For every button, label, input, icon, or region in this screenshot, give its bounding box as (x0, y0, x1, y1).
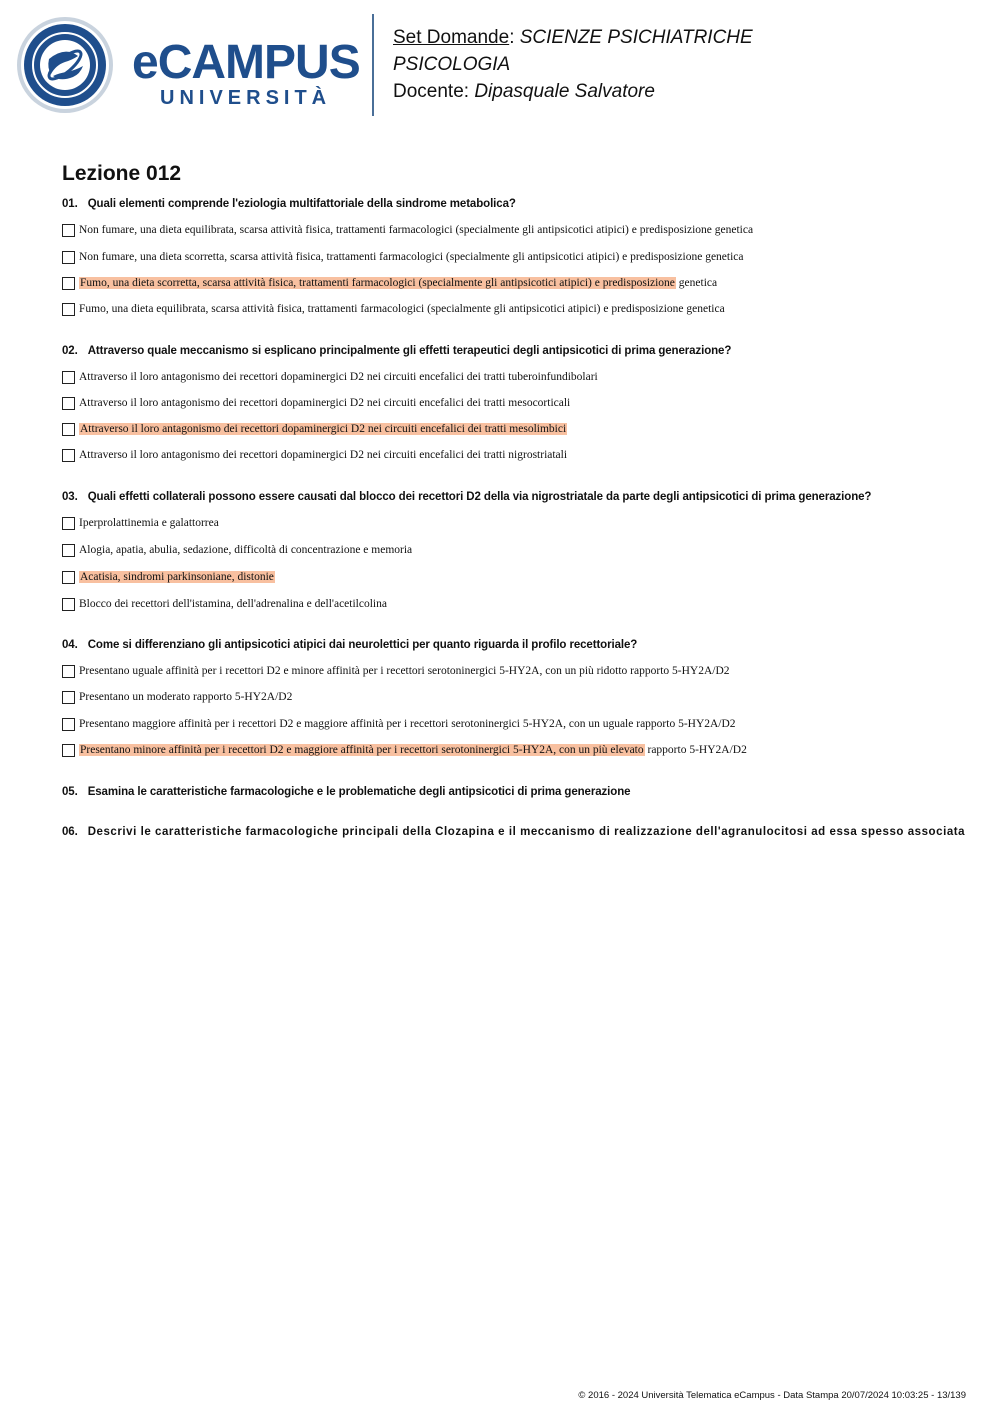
answer-option-correct[interactable] (62, 274, 717, 292)
answer-checkbox[interactable] (62, 423, 75, 436)
question-text: Esamina le caratteristiche farmacologiche e le problematiche degli antipsicotici di prima generazione (87, 786, 631, 798)
question-text: Descrivi le caratteristiche farmacologiche principali della Clozapina e il meccanismo di realizzazione dell'agranulocitosi ad essa spesso associata (87, 826, 966, 838)
answer-option-correct[interactable] (62, 568, 275, 586)
answer-checkbox[interactable] (62, 665, 75, 678)
answer-option[interactable] (62, 595, 387, 613)
question-05 (62, 786, 630, 798)
answer-option[interactable] (62, 541, 412, 559)
question-01 (62, 198, 516, 210)
set-value-1: SCIENZE PSICHIATRICHE (519, 27, 753, 48)
answer-option[interactable] (62, 248, 744, 266)
answer-checkbox[interactable] (62, 544, 75, 557)
question-number: 04. (62, 639, 78, 651)
answer-option[interactable] (62, 514, 219, 532)
answer-checkbox[interactable] (62, 571, 75, 584)
answer-option-correct[interactable] (62, 741, 747, 759)
answer-checkbox[interactable] (62, 598, 75, 611)
question-text: Quali effetti collaterali possono essere causati dal blocco dei recettori D2 della via nigrostriatale da parte degli antipsicotici di prima generazione? (87, 491, 872, 503)
question-text: Quali elementi comprende l'eziologia multifattoriale della sindrome metabolica? (87, 198, 516, 210)
answer-highlighted-text: Presentano minore affinità per i recettori D2 e maggiore affinità per i recettori serotoninergici 5-HY2A, con un più elevato (80, 744, 644, 756)
answer-text: Presentano un moderato rapporto 5-HY2A/D2 (79, 691, 293, 703)
answer-option[interactable] (62, 446, 567, 464)
question-02 (62, 345, 731, 357)
answer-highlighted-text: Fumo, una dieta scorretta, scarsa attività fisica, trattamenti farmacologici (specialmente gli antipsicotici atipici) e predisposizione (80, 277, 675, 289)
ecampus-logo-wordmark (132, 36, 362, 116)
answer-checkbox[interactable] (62, 224, 75, 237)
answer-text: rapporto 5-HY2A/D2 (644, 744, 747, 756)
answer-text: genetica (675, 277, 718, 289)
answer-text: Attraverso il loro antagonismo dei recettori dopaminergici D2 nei circuiti encefalici dei tratti mesocorticali (79, 397, 571, 409)
answer-checkbox[interactable] (62, 449, 75, 462)
question-04 (62, 639, 637, 651)
question-number: 05. (62, 786, 78, 798)
answer-text: Non fumare, una dieta scorretta, scarsa attività fisica, trattamenti farmacologici (specialmente gli antipsicotici atipici) e predisposizione genetica (79, 251, 744, 263)
answer-option[interactable] (62, 368, 598, 386)
logo-sub-text: UNIVERSITÀ (160, 87, 332, 109)
logo-brand-text: eCAMPUS (132, 36, 360, 89)
question-number: 03. (62, 491, 78, 503)
answer-text: Blocco dei recettori dell'istamina, dell'adrenalina e dell'acetilcolina (79, 598, 387, 610)
answer-checkbox[interactable] (62, 517, 75, 530)
answer-checkbox[interactable] (62, 251, 75, 264)
ecampus-logo-badge (16, 16, 114, 114)
answer-checkbox[interactable] (62, 744, 75, 757)
answer-option[interactable] (62, 300, 725, 318)
docente-value: Dipasquale Salvatore (474, 81, 655, 102)
answer-checkbox[interactable] (62, 277, 75, 290)
answer-text: Presentano maggiore affinità per i recettori D2 e maggiore affinità per i recettori serotoninergici 5-HY2A, con un uguale rapporto 5-HY2A/D2 (79, 718, 736, 730)
answer-highlighted-text: Attraverso il loro antagonismo dei recettori dopaminergici D2 nei circuiti encefalici dei tratti mesolimbici (80, 423, 567, 435)
question-03 (62, 491, 871, 503)
question-number: 01. (62, 198, 78, 210)
question-text: Attraverso quale meccanismo si esplicano principalmente gli effetti terapeutici degli antipsicotici di prima generazione? (87, 345, 732, 357)
answer-option[interactable] (62, 394, 570, 412)
question-06 (62, 826, 965, 838)
answer-highlighted-text: Acatisia, sindromi parkinsoniane, distonie (80, 571, 274, 583)
answer-checkbox[interactable] (62, 397, 75, 410)
answer-option-correct[interactable] (62, 420, 567, 438)
set-label: Set Domande (393, 27, 510, 48)
docente-label: Docente: (393, 81, 470, 102)
answer-option[interactable] (62, 688, 292, 706)
set-line-2 (393, 51, 753, 78)
answer-option[interactable] (62, 662, 730, 680)
lesson-title: Lezione 012 (62, 162, 182, 185)
header-info (393, 24, 753, 105)
answer-text: Presentano uguale affinità per i recettori D2 e minore affinità per i recettori serotoninergici 5-HY2A, con un più ridotto rapporto 5-HY2A/D2 (79, 665, 730, 677)
answer-option[interactable] (62, 221, 753, 239)
answer-text: Non fumare, una dieta equilibrata, scarsa attività fisica, trattamenti farmacologici (specialmente gli antipsicotici atipici) e predisposizione genetica (79, 224, 754, 236)
answer-text: Alogia, apatia, abulia, sedazione, difficoltà di concentrazione e memoria (79, 544, 413, 556)
answer-option[interactable] (62, 715, 736, 733)
question-text: Come si differenziano gli antipsicotici atipici dai neurolettici per quanto riguarda il profilo recettoriale? (87, 639, 638, 651)
answer-checkbox[interactable] (62, 303, 75, 316)
set-line (393, 24, 753, 51)
answer-checkbox[interactable] (62, 718, 75, 731)
answer-text: Iperprolattinemia e galattorrea (79, 517, 219, 529)
page-footer: © 2016 - 2024 Università Telematica eCampus - Data Stampa 20/07/2024 10:03:25 - 13/139 (578, 1390, 966, 1401)
question-number: 02. (62, 345, 78, 357)
answer-checkbox[interactable] (62, 691, 75, 704)
docente-line (393, 78, 753, 105)
answer-text: Attraverso il loro antagonismo dei recettori dopaminergici D2 nei circuiti encefalici dei tratti tuberoinfundibolari (79, 371, 598, 383)
answer-text: Fumo, una dieta equilibrata, scarsa attività fisica, trattamenti farmacologici (specialmente gli antipsicotici atipici) e predisposizione genetica (79, 303, 725, 315)
answer-text: Attraverso il loro antagonismo dei recettori dopaminergici D2 nei circuiti encefalici dei tratti nigrostriatali (79, 449, 568, 461)
header-divider (372, 14, 374, 116)
set-separator: : (509, 27, 515, 48)
answer-checkbox[interactable] (62, 371, 75, 384)
question-number: 06. (62, 826, 78, 838)
set-value-2: PSICOLOGIA (393, 54, 511, 75)
